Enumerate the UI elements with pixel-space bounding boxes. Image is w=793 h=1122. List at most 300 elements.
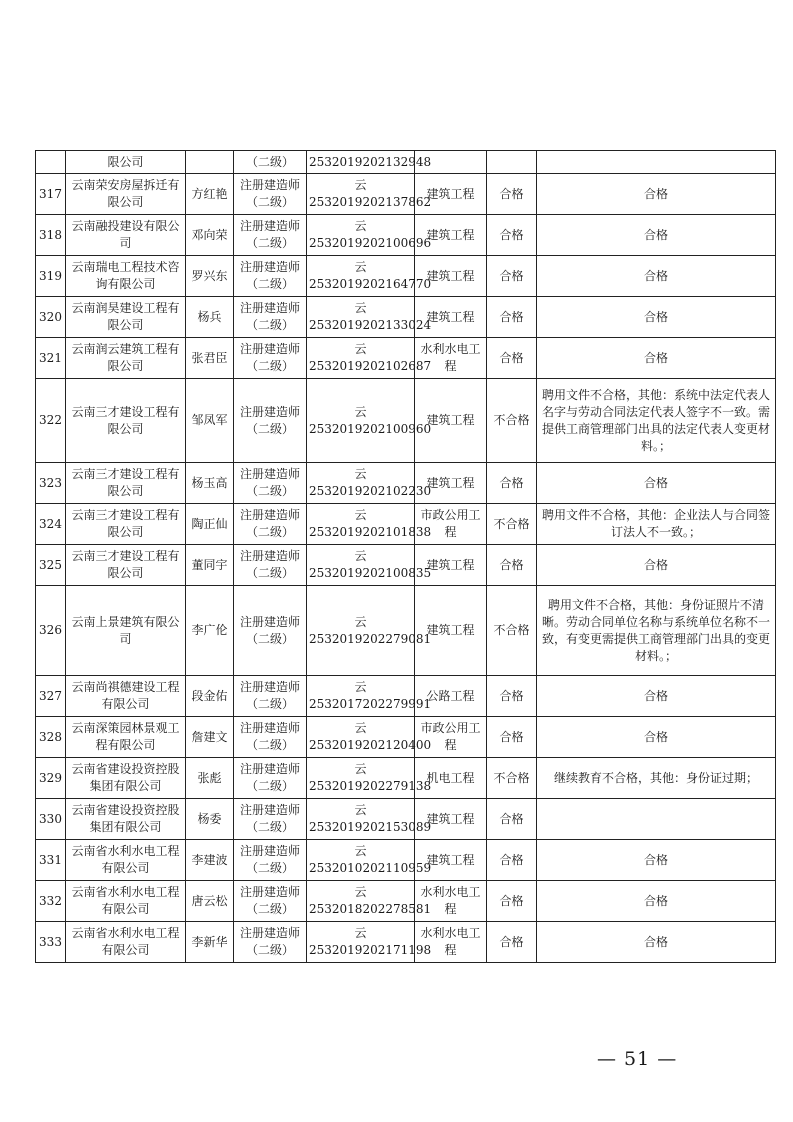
- cell-name: [186, 297, 234, 338]
- cell-remark: [537, 463, 776, 504]
- row-number: 321: [39, 350, 62, 365]
- person-name: 唐云松: [191, 893, 228, 908]
- row-number: 332: [39, 893, 62, 908]
- cert-type: 注册建造师: [239, 219, 300, 233]
- company-name: 云南润昊建设工程有限公司: [71, 301, 180, 332]
- registration-number: 2532019202100835: [309, 566, 432, 580]
- specialty: 建筑工程: [426, 413, 475, 427]
- cell-remark: [537, 717, 776, 758]
- row-number: 322: [39, 413, 62, 427]
- table-row-continuation: [36, 151, 776, 174]
- remark: 合格: [643, 852, 668, 867]
- row-number: 320: [39, 309, 62, 324]
- registration-number: 2532019202164770: [309, 277, 432, 291]
- cell-no: [36, 840, 66, 881]
- cell-result: [487, 840, 537, 881]
- table-row: [36, 256, 776, 297]
- table-row: [36, 379, 776, 463]
- registration-number: 2532018202278581: [309, 902, 432, 916]
- cert-type: 注册建造师: [239, 844, 300, 858]
- cert-type: 注册建造师: [239, 508, 300, 522]
- cell-no: [36, 338, 66, 379]
- remark: 合格: [643, 309, 668, 324]
- cell-no: [36, 545, 66, 586]
- cell-name: [186, 338, 234, 379]
- person-name: 张彪: [197, 770, 222, 785]
- person-name: 杨兵: [197, 309, 222, 324]
- cert-level: （二级）: [245, 359, 294, 373]
- cell-remark: [537, 799, 776, 840]
- cell-result: [487, 297, 537, 338]
- specialty: 建筑工程: [426, 227, 475, 242]
- cert-type: 注册建造师: [239, 467, 300, 481]
- specialty: 机电工程: [426, 770, 475, 785]
- province-prefix: 云: [354, 885, 367, 899]
- remark: 合格: [643, 893, 668, 908]
- table-row: [36, 174, 776, 215]
- result: 合格: [499, 811, 524, 826]
- registration-number: 2532019202101838: [309, 525, 432, 539]
- row-number: 318: [39, 227, 62, 242]
- cert-level: （二级）: [245, 195, 294, 209]
- province-prefix: 云: [354, 219, 367, 233]
- cell-company: 限公司: [66, 151, 186, 174]
- registration-number: 2532019202133024: [309, 318, 432, 332]
- table-row: [36, 676, 776, 717]
- table-row: [36, 799, 776, 840]
- cert-level: （二级）: [245, 566, 294, 580]
- result: 合格: [499, 186, 524, 201]
- cert-level: （二级）: [245, 738, 294, 752]
- cell-no: [36, 463, 66, 504]
- cell-company: [66, 463, 186, 504]
- cell-result: [487, 676, 537, 717]
- person-name: 段金佑: [191, 688, 228, 703]
- person-name: 陶正仙: [191, 516, 228, 531]
- cell-specialty: [415, 586, 487, 676]
- cell-reg-no: [307, 799, 432, 840]
- result: 合格: [499, 893, 524, 908]
- cell-cert: [234, 174, 307, 215]
- cell-reg-no: [307, 676, 432, 717]
- table-row: [36, 922, 776, 963]
- cell-remark: [537, 379, 776, 463]
- cert-type: 注册建造师: [239, 404, 300, 419]
- result: 不合格: [493, 413, 530, 427]
- cell-company: [66, 297, 186, 338]
- person-name: 李新华: [191, 934, 228, 949]
- specialty: 建筑工程: [426, 268, 475, 283]
- cell-reg-no: 2532019202132948: [307, 151, 415, 174]
- cert-level: （二级）: [245, 631, 294, 646]
- cell-remark: [537, 922, 776, 963]
- cell-cert: [234, 881, 307, 922]
- cell-no: [36, 799, 66, 840]
- cell-name: [186, 758, 234, 799]
- cell-reg-no: [307, 758, 432, 799]
- remark: 合格: [643, 934, 668, 949]
- row-number: 327: [39, 688, 62, 703]
- cert-type: 注册建造师: [239, 803, 300, 817]
- result: 合格: [499, 934, 524, 949]
- row-number: 324: [39, 516, 62, 531]
- province-prefix: 云: [354, 549, 367, 563]
- cell-reg-no: [307, 256, 432, 297]
- cell-cert: [234, 799, 307, 840]
- cell-cert: [234, 676, 307, 717]
- table-row: [36, 881, 776, 922]
- cell-remark: [537, 174, 776, 215]
- cert-type: 注册建造师: [239, 549, 300, 563]
- specialty: 公路工程: [426, 688, 475, 703]
- inspection-result-table: [35, 150, 776, 963]
- person-name: 邓向荣: [191, 227, 228, 242]
- registration-number: 2532010202110959: [309, 861, 432, 875]
- person-name: 方红艳: [191, 186, 228, 201]
- cell-company: [66, 717, 186, 758]
- result: 不合格: [493, 516, 530, 531]
- table-row: [36, 758, 776, 799]
- company-name: 云南省水利水电工程有限公司: [71, 926, 180, 957]
- person-name: 杨委: [197, 811, 222, 826]
- cell-cert: [234, 297, 307, 338]
- cell-name: [186, 922, 234, 963]
- cert-type: 注册建造师: [239, 762, 300, 776]
- cell-no: [36, 151, 66, 174]
- cell-remark: [537, 151, 776, 174]
- cell-no: [36, 379, 66, 463]
- cell-name: [186, 717, 234, 758]
- cell-result: [487, 215, 537, 256]
- remark: 聘用文件不合格，其他：企业法人与合同签订法人不一致。；: [541, 508, 770, 539]
- registration-number: 2532019202137862: [309, 195, 432, 209]
- result: 合格: [499, 268, 524, 283]
- cell-name: [186, 586, 234, 676]
- province-prefix: 云: [354, 508, 367, 522]
- table-row: [36, 586, 776, 676]
- cell-result: [487, 922, 537, 963]
- cert-level: （二级）: [245, 236, 294, 250]
- row-number: 323: [39, 475, 62, 490]
- cell-result: [487, 338, 537, 379]
- cert-type: 注册建造师: [239, 680, 300, 694]
- registration-number: 2532019202100960: [309, 421, 432, 436]
- province-prefix: 云: [354, 614, 367, 629]
- cell-result: [487, 174, 537, 215]
- cell-reg-no: [307, 881, 432, 922]
- person-name: 詹建文: [191, 729, 228, 744]
- cell-result: [487, 256, 537, 297]
- cert-level: （二级）: [245, 421, 294, 436]
- registration-number: 2532019202171198: [309, 943, 432, 957]
- cell-no: [36, 676, 66, 717]
- cell-cert: [234, 463, 307, 504]
- remark: 合格: [643, 729, 668, 744]
- cell-name: [186, 151, 234, 174]
- cell-reg-no: [307, 174, 432, 215]
- cell-company: [66, 379, 186, 463]
- cell-remark: [537, 881, 776, 922]
- specialty: 建筑工程: [426, 623, 475, 637]
- company-name: 云南省水利水电工程有限公司: [71, 844, 180, 875]
- cell-company: [66, 215, 186, 256]
- cert-level: （二级）: [245, 277, 294, 291]
- registration-number: 2532019202153089: [309, 820, 432, 834]
- row-number: 319: [39, 268, 62, 283]
- cert-level: （二级）: [245, 484, 294, 498]
- cell-reg-no: [307, 840, 432, 881]
- cell-result: [487, 586, 537, 676]
- company-name: 云南省建设投资控股集团有限公司: [71, 803, 180, 834]
- cell-remark: [537, 297, 776, 338]
- specialty: 建筑工程: [426, 309, 475, 324]
- cert-type: 注册建造师: [239, 178, 300, 192]
- table-row: [36, 545, 776, 586]
- cell-cert: （二级）: [234, 151, 307, 174]
- cell-company: [66, 758, 186, 799]
- person-name: 董同宇: [191, 557, 228, 572]
- province-prefix: 云: [354, 762, 367, 776]
- specialty: 建筑工程: [426, 811, 475, 826]
- cert-level: （二级）: [245, 943, 294, 957]
- cell-reg-no: [307, 463, 432, 504]
- registration-number: 2532019202279081: [309, 631, 432, 646]
- registration-number: 2532019202100696: [309, 236, 432, 250]
- cell-remark: [537, 215, 776, 256]
- row-number: 330: [39, 811, 62, 826]
- cell-cert: [234, 379, 307, 463]
- company-name: 云南深策园林景观工程有限公司: [71, 721, 180, 752]
- cell-reg-no: [307, 215, 432, 256]
- specialty: 建筑工程: [426, 557, 475, 572]
- cell-company: [66, 881, 186, 922]
- remark: 合格: [643, 268, 668, 283]
- province-prefix: 云: [354, 342, 367, 356]
- cert-type: 注册建造师: [239, 926, 300, 940]
- cell-result: [487, 504, 537, 545]
- cell-remark: [537, 338, 776, 379]
- row-number: 331: [39, 852, 62, 867]
- result: 合格: [499, 688, 524, 703]
- cert-level: （二级）: [245, 861, 294, 875]
- cell-no: [36, 174, 66, 215]
- cell-reg-no: [307, 586, 432, 676]
- cell-name: [186, 504, 234, 545]
- cert-level: （二级）: [245, 318, 294, 332]
- result: 合格: [499, 729, 524, 744]
- cell-name: [186, 676, 234, 717]
- remark: 合格: [643, 475, 668, 490]
- specialty: 市政公用工程: [420, 508, 481, 539]
- remark: 聘用文件不合格，其他：系统中法定代表人名字与劳动合同法定代表人签字不一致。需提供工商管理部门出具的法定代表人变更材料。；: [541, 387, 770, 453]
- specialty: 水利水电工程: [420, 926, 481, 957]
- cert-level: （二级）: [245, 697, 294, 711]
- cell-no: [36, 758, 66, 799]
- province-prefix: 云: [354, 404, 367, 419]
- person-name: 杨玉高: [191, 475, 228, 490]
- registration-number: 2532017202279991: [309, 697, 432, 711]
- province-prefix: 云: [354, 721, 367, 735]
- row-number: 326: [39, 623, 62, 637]
- cell-remark: [537, 545, 776, 586]
- table-row: [36, 215, 776, 256]
- remark: 合格: [643, 557, 668, 572]
- province-prefix: 云: [354, 844, 367, 858]
- cert-level: （二级）: [245, 525, 294, 539]
- cell-result: [487, 151, 537, 174]
- cert-type: 注册建造师: [239, 614, 300, 629]
- result: 合格: [499, 475, 524, 490]
- company-name: 云南上景建筑有限公司: [71, 614, 180, 646]
- table-row: [36, 463, 776, 504]
- cell-specialty: [415, 379, 487, 463]
- person-name: 李广伦: [191, 623, 228, 637]
- row-number: 333: [39, 934, 62, 949]
- page-number: — 51 —: [597, 1048, 678, 1070]
- row-number: 329: [39, 770, 62, 785]
- cert-type: 注册建造师: [239, 260, 300, 274]
- cell-result: [487, 799, 537, 840]
- cell-result: [487, 881, 537, 922]
- cell-reg-no: [307, 338, 432, 379]
- registration-number: 2532019202102687: [309, 359, 432, 373]
- cell-no: [36, 215, 66, 256]
- specialty: 建筑工程: [426, 475, 475, 490]
- cell-reg-no: [307, 545, 432, 586]
- registration-number: 2532019202120400: [309, 738, 432, 752]
- cell-cert: [234, 338, 307, 379]
- cell-cert: [234, 586, 307, 676]
- remark: 合格: [643, 350, 668, 365]
- company-name: 云南瑞电工程技术咨询有限公司: [71, 260, 180, 291]
- cell-name: [186, 799, 234, 840]
- result: 不合格: [493, 770, 530, 785]
- person-name: 李建波: [191, 852, 228, 867]
- cell-remark: [537, 758, 776, 799]
- row-number: 317: [39, 186, 62, 201]
- person-name: 邹凤军: [191, 413, 228, 427]
- cell-cert: [234, 215, 307, 256]
- table-row: [36, 297, 776, 338]
- company-name: 云南三才建设工程有限公司: [71, 508, 180, 539]
- cell-name: [186, 215, 234, 256]
- province-prefix: 云: [354, 926, 367, 940]
- cell-reg-no: [307, 504, 432, 545]
- person-name: 张君臣: [191, 350, 228, 365]
- table-row: [36, 840, 776, 881]
- cell-reg-no: [307, 297, 432, 338]
- cell-cert: [234, 256, 307, 297]
- cell-no: [36, 256, 66, 297]
- specialty: 水利水电工程: [420, 342, 481, 373]
- cert-level: （二级）: [245, 779, 294, 793]
- cell-cert: [234, 758, 307, 799]
- cert-type: 注册建造师: [239, 301, 300, 315]
- table-row: [36, 338, 776, 379]
- company-name: 云南省建设投资控股集团有限公司: [71, 762, 180, 793]
- cell-company: [66, 256, 186, 297]
- company-name: 云南尚祺德建设工程有限公司: [71, 680, 180, 711]
- cell-company: [66, 504, 186, 545]
- cert-type: 注册建造师: [239, 342, 300, 356]
- table-row: [36, 504, 776, 545]
- province-prefix: 云: [354, 260, 367, 274]
- cell-company: [66, 922, 186, 963]
- province-prefix: 云: [354, 178, 367, 192]
- cell-reg-no: [307, 379, 432, 463]
- company-name: 云南三才建设工程有限公司: [71, 404, 180, 436]
- cell-name: [186, 545, 234, 586]
- province-prefix: 云: [354, 803, 367, 817]
- cell-no: [36, 881, 66, 922]
- cell-no: [36, 717, 66, 758]
- cell-name: [186, 379, 234, 463]
- specialty: 水利水电工程: [420, 885, 481, 916]
- province-prefix: 云: [354, 680, 367, 694]
- result: 合格: [499, 227, 524, 242]
- result: 合格: [499, 557, 524, 572]
- cell-company: [66, 676, 186, 717]
- cell-result: [487, 379, 537, 463]
- cell-remark: [537, 840, 776, 881]
- result: 不合格: [493, 623, 530, 637]
- company-name: 云南省水利水电工程有限公司: [71, 885, 180, 916]
- cell-company: [66, 338, 186, 379]
- cell-remark: [537, 256, 776, 297]
- row-number: 325: [39, 557, 62, 572]
- cert-type: 注册建造师: [239, 721, 300, 735]
- company-name: 云南三才建设工程有限公司: [71, 549, 180, 580]
- cell-company: [66, 799, 186, 840]
- cell-remark: [537, 504, 776, 545]
- cell-result: [487, 758, 537, 799]
- cell-result: [487, 463, 537, 504]
- table-body: [36, 151, 776, 963]
- specialty: 市政公用工程: [420, 721, 481, 752]
- remark: 合格: [643, 688, 668, 703]
- remark: 合格: [643, 227, 668, 242]
- cert-type: 注册建造师: [239, 885, 300, 899]
- cell-result: [487, 717, 537, 758]
- remark: 继续教育不合格，其他：身份证过期；: [553, 770, 758, 785]
- registration-number: 2532019202279138: [309, 779, 432, 793]
- specialty: 建筑工程: [426, 186, 475, 201]
- cell-company: [66, 586, 186, 676]
- cell-no: [36, 504, 66, 545]
- result: 合格: [499, 350, 524, 365]
- remark: 聘用文件不合格，其他：身份证照片不清晰。劳动合同单位名称与系统单位名称不一致，有变更需提供工商管理部门出具的变更材料。；: [541, 597, 770, 663]
- cell-name: [186, 463, 234, 504]
- row-number: 328: [39, 729, 62, 744]
- cell-name: [186, 256, 234, 297]
- cell-name: [186, 840, 234, 881]
- cell-cert: [234, 504, 307, 545]
- cell-cert: [234, 545, 307, 586]
- cell-no: [36, 297, 66, 338]
- cell-result: [487, 545, 537, 586]
- cell-cert: [234, 717, 307, 758]
- cell-no: [36, 922, 66, 963]
- cell-remark: [537, 676, 776, 717]
- cell-cert: [234, 840, 307, 881]
- table-row: [36, 717, 776, 758]
- province-prefix: 云: [354, 301, 367, 315]
- cell-company: [66, 545, 186, 586]
- person-name: 罗兴东: [191, 268, 228, 283]
- result: 合格: [499, 309, 524, 324]
- cell-company: [66, 174, 186, 215]
- cell-name: [186, 881, 234, 922]
